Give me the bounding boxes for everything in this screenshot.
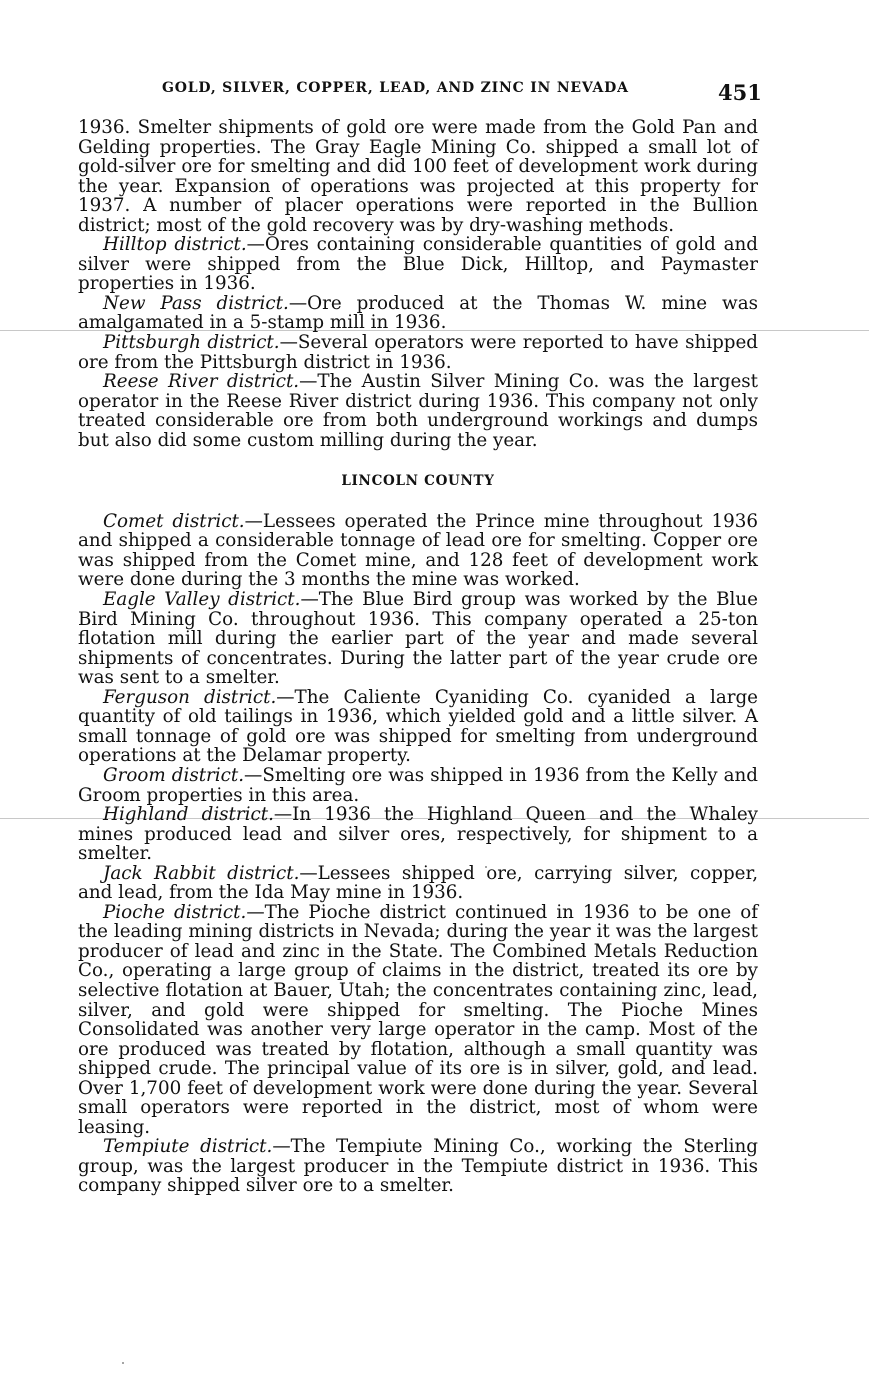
- page-number: 451: [718, 80, 762, 105]
- paragraph-text: —The Blue Bird group was worked by the Blue Bird Mining Co. throughout 1936. This company operated a 25-ton flotation mill during the earlier part of the year and made several shipments of concentrates. During the latter part of the year crude ore was sent to a smelter.: [78, 589, 758, 689]
- paragraph-comet: [78, 512, 758, 590]
- paragraph-pittsburgh: [78, 333, 758, 372]
- paragraph-ferguson: [78, 688, 758, 766]
- paragraph-text: —Lessees shipped ore, carrying silver, copper, and lead, from the Ida May mine in 1936.: [78, 862, 759, 904]
- paragraph-text: —Several operators were reported to have shipped ore from the Pittsburgh district in 1936.: [78, 332, 758, 373]
- district-name: Reese River district.: [103, 371, 300, 393]
- paragraph-eagle-valley: [78, 590, 758, 688]
- paragraph-text: —Lessees operated the Prince mine throughout 1936 and shipped a considerable tonnage of lead ore for smelting. Copper ore was shipped from the Comet mine, and 128 feet of development work were done during the 3 months the mine was worked.: [78, 510, 758, 591]
- paragraph-new-pass: [78, 294, 758, 333]
- district-name: Pittsburgh district.: [103, 332, 280, 354]
- district-name: Groom district.: [103, 764, 245, 786]
- paragraph-text: —The Pioche district continued in 1936 to be one of the leading mining districts in Nevada; during the year it was the largest producer of lead and zinc in the State. The Combined Metals Reduction Co., operating a large group of claims in the district, treated its ore by selective flotation at Bauer, Utah; the concentrates containing zinc, lead, silver, and gold were shipped for smelting. The Pioche Mines Consolidated was another very large operator in the camp. Most of the ore produced was treated by flotation, although a small quantity was shipped crude. The principal value of its ore is in silver, gold, and lead. Over 1,700 feet of development work were done during the year. Several small operators were reported in the district, most of whom were leasing.: [78, 901, 758, 1138]
- paragraph-tempiute: [78, 1137, 758, 1196]
- paragraph-text: —The Tempiute Mining Co., working the Sterling group, was the largest producer in the Tempiute district in 1936. This company shipped silver ore to a smelter.: [78, 1136, 758, 1197]
- district-name: Tempiute district.: [103, 1136, 273, 1158]
- district-name: Jack Rabbit district.: [103, 862, 300, 884]
- paragraph-groom: [78, 766, 758, 805]
- paragraph-text: —In 1936 the Highland Queen and the Whaley mines produced lead and silver ores, respectively, for shipment to a smelter.: [78, 804, 758, 865]
- district-name: Hilltop district.: [103, 234, 247, 256]
- paragraph-pioche: [78, 903, 758, 1138]
- paragraph-hilltop: [78, 235, 758, 294]
- paragraph-highland: [78, 805, 758, 864]
- paragraph-text: —Ores containing considerable quantities of gold and silver were shipped from the Blue Dick, Hilltop, and Paymaster properties in 1936.: [78, 234, 759, 295]
- district-name: New Pass district.: [103, 292, 289, 314]
- paragraph-text: —Ore produced at the Thomas W. mine was amalgamated in a 5-stamp mill in 1936.: [78, 292, 758, 334]
- district-name: Comet district.: [103, 510, 245, 532]
- paragraph-text: —Smelting ore was shipped in 1936 from the Kelly and Groom properties in this area.: [78, 764, 759, 806]
- paragraph-text: —The Austin Silver Mining Co. was the largest operator in the Reese River district during 1936. This company not only treated considerable ore from both underground workings and dumps but also did some custom milling during the year.: [78, 371, 759, 451]
- district-name: Ferguson district.: [103, 686, 277, 708]
- paragraph-text: —The Caliente Cyaniding Co. cyanided a large quantity of old tailings in 1936, which yielded gold and a little silver. A small tonnage of gold ore was shipped for smelting from underground operations at the Delamar property.: [78, 686, 758, 767]
- body-text: [78, 118, 758, 1196]
- running-title: GOLD, SILVER, COPPER, LEAD, AND ZINC IN NEVADA: [162, 80, 629, 96]
- district-name: Highland district.: [103, 804, 274, 826]
- paragraph-reese-river: [78, 372, 758, 450]
- paragraph-continuation: [78, 118, 758, 235]
- district-name: Eagle Valley district.: [103, 589, 301, 611]
- scan-speck: [122, 1362, 124, 1364]
- paragraph-jack-rabbit: [78, 864, 758, 903]
- district-name: Pioche district.: [103, 901, 247, 923]
- section-heading: LINCOLN COUNTY: [341, 473, 495, 490]
- paragraph-text: 1936. Smelter shipments of gold ore were made from the Gold Pan and Gelding properties. The Gray Eagle Mining Co. shipped a small lot of gold-silver ore for smelting and did 100 feet of development work during the year. Expansion of operations was projected at this property for 1937. A number of placer operations were reported in the Bullion district; most of the gold recovery was by dry-washing methods.: [78, 117, 758, 236]
